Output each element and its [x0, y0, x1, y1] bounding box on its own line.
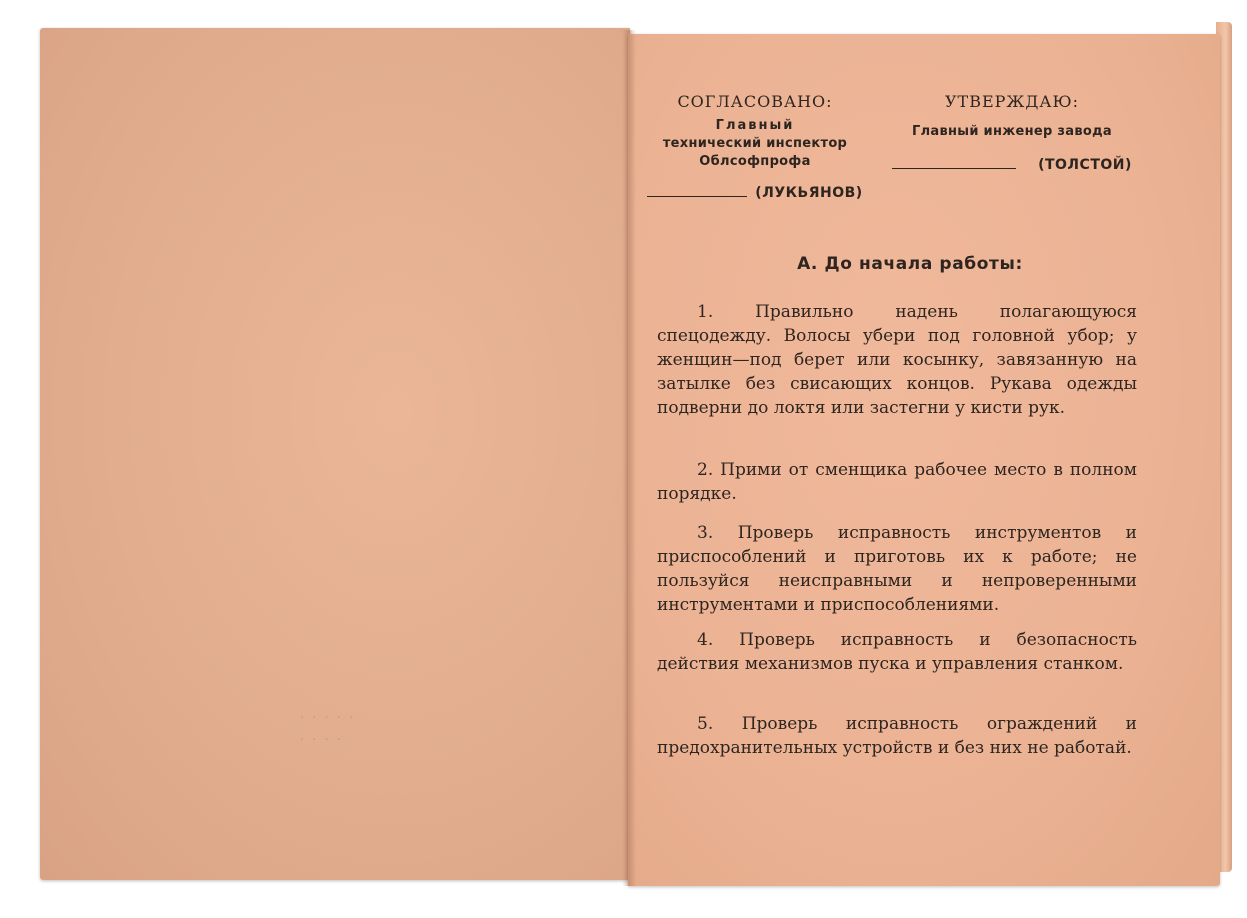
instruction-item-1: 1. Правильно надень полагающуюся спецодежду. Волосы убери под головной убор; у женщин—под берет или косынку, завязанную на затылке без свисающих концов. Рукава одежды подверни до локтя или застегни у кисти рук. — [657, 302, 1137, 418]
faint-stamp-mark: · · · · · · · · · — [300, 711, 356, 748]
agreed-block — [640, 92, 870, 201]
agreed-signatory: (ЛУКЬЯНОВ) — [755, 185, 863, 201]
instruction-item-2: 2. Прими от сменщика рабочее место в полном порядке. — [657, 460, 1137, 504]
agreed-signature-blank — [647, 196, 747, 197]
approve-signature-line — [890, 157, 1134, 173]
approve-title: Главный инженер завода — [911, 124, 1112, 139]
approve-signatory: (ТОЛСТОЙ) — [1038, 157, 1132, 173]
book-spine — [622, 30, 636, 886]
approve-heading: УТВЕРЖДАЮ: — [944, 92, 1080, 111]
agreed-title-line3: Облсофпрофа — [699, 154, 811, 169]
agreed-title-line1: Главный — [715, 118, 795, 133]
agreed-heading: СОГЛАСОВАНО: — [677, 92, 833, 111]
instruction-item-4: 4. Проверь исправность и безопасность действия механизмов пуска и управления станком. — [657, 630, 1137, 674]
approve-signature-blank — [892, 168, 1016, 169]
left-page — [40, 28, 630, 880]
agreed-title-line2: технический инспектор — [662, 136, 848, 151]
instruction-item-5: 5. Проверь исправность ограждений и предохранительных устройств и без них не работай. — [657, 714, 1137, 758]
instruction-item-3: 3. Проверь исправность инструментов и приспособлений и приготовь их к работе; не пользуйся неисправными и непроверенными инструментами и приспособлениями. — [657, 523, 1137, 615]
approve-block — [890, 92, 1134, 173]
agreed-signature-line — [640, 185, 870, 201]
section-title: А. До начала работы: — [797, 254, 1023, 274]
